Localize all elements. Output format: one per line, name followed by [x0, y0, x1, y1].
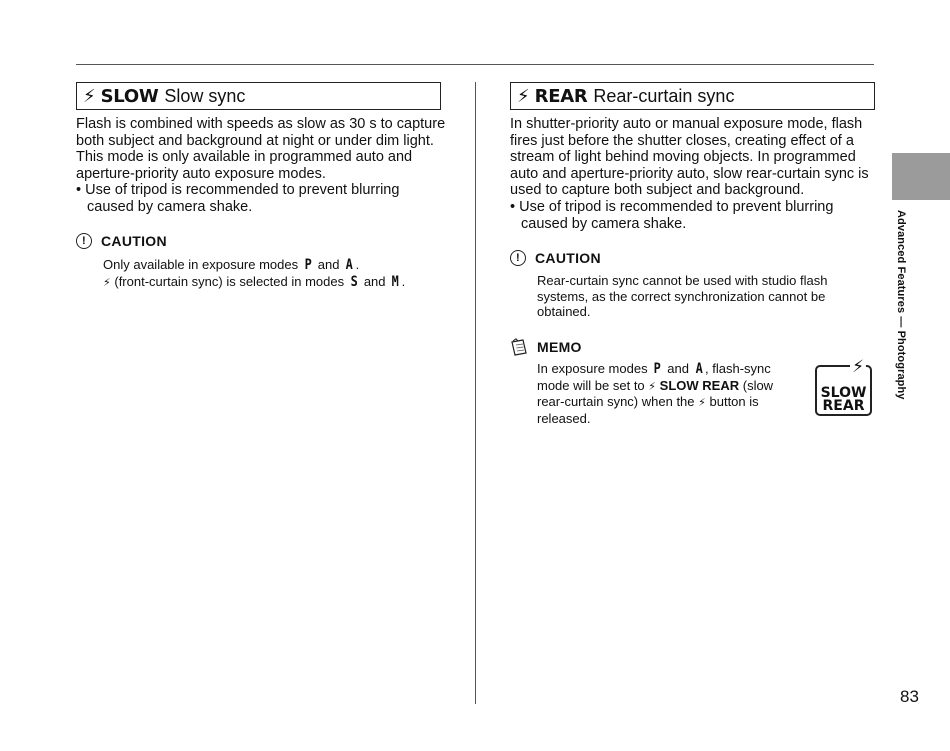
top-rule: [76, 64, 874, 65]
paragraph-line: auto and aperture-priority auto, slow rear-curtain sync is: [510, 165, 869, 182]
caution-line: [103, 257, 443, 274]
bullet-item: [76, 182, 446, 215]
flash-bolt-icon: ⚡︎: [648, 379, 657, 393]
slow-sync-header: [76, 82, 441, 110]
caution-text: (front-curtain sync) is selected in modes: [114, 273, 345, 289]
bullet-line: caused by camera shake.: [521, 215, 687, 232]
chapter-tab: [892, 153, 950, 200]
memo-icon: [510, 338, 528, 356]
caution-label: CAUTION: [535, 250, 601, 266]
rear-curtain-sync-title: Rear-curtain sync: [593, 85, 735, 106]
mode-p-icon: P: [653, 361, 662, 377]
flash-bolt-icon: ⚡︎: [517, 85, 530, 107]
memo-line: [537, 378, 807, 395]
right-caution-text: [537, 273, 857, 320]
paragraph-line: In shutter-priority auto or manual exposure mode, flash: [510, 116, 863, 132]
memo-text-part: rear-curtain sync) when the: [537, 394, 695, 409]
left-caution-heading: [76, 233, 167, 249]
memo-label: MEMO: [537, 339, 582, 355]
memo-line: released.: [537, 410, 591, 426]
and-text: and: [667, 361, 689, 376]
and-text: and: [363, 273, 386, 289]
memo-text-part: , flash-sync: [705, 361, 771, 376]
bullet-line: caused by camera shake.: [87, 198, 253, 215]
memo-text-part: In exposure modes: [537, 361, 648, 376]
memo-heading: [510, 338, 582, 356]
caution-text: Only available in exposure modes: [103, 257, 299, 272]
and-text: and: [317, 257, 340, 272]
mode-m-icon: M: [391, 273, 399, 290]
rear-code: REAR: [534, 85, 588, 107]
caution-line: obtained.: [537, 304, 591, 319]
right-caution-heading: [510, 250, 601, 266]
paragraph-line: aperture-priority auto exposure modes.: [76, 165, 326, 182]
flash-bolt-icon: ⚡︎: [103, 275, 111, 289]
mode-a-icon: A: [345, 257, 353, 273]
bullet-line: Use of tripod is recommended to prevent blurring: [85, 182, 400, 199]
rear-curtain-body: [510, 116, 880, 232]
paragraph-line: both subject and background at night or under dim light.: [76, 132, 434, 149]
mode-p-icon: P: [304, 257, 312, 273]
bullet-line: Use of tripod is recommended to prevent blurring: [519, 198, 834, 215]
slow-sync-title: Slow sync: [164, 85, 246, 106]
memo-line: [537, 394, 807, 411]
caution-label: CAUTION: [101, 233, 167, 249]
memo-text-part: (slow: [742, 377, 774, 393]
flash-bolt-icon: ⚡︎: [83, 85, 96, 107]
paragraph-line: stream of light behind moving objects. In programmed: [510, 149, 856, 166]
setting-name: SLOW REAR: [659, 377, 740, 393]
lcd-rear-text: REAR: [822, 398, 865, 414]
chapter-label: Advanced Features — Photography: [895, 210, 907, 400]
caution-line: [103, 274, 443, 291]
mode-a-icon: A: [695, 361, 703, 377]
bullet-item: [510, 199, 880, 232]
slow-sync-body: [76, 116, 446, 216]
caution-icon: !: [76, 233, 92, 249]
mode-s-icon: S: [350, 273, 358, 290]
memo-line: [537, 361, 807, 378]
paragraph-line: Flash is combined with speeds as slow as 30 s to capture: [76, 116, 446, 132]
paragraph-line: fires just before the shutter closes, creating effect of a: [510, 132, 854, 149]
caution-line: systems, as the correct synchronization cannot be: [537, 288, 826, 304]
lcd-slow-text: SLOW: [820, 385, 867, 401]
left-caution-text: [103, 257, 443, 290]
memo-text-part: mode will be set to: [537, 377, 645, 393]
bullet-mark: •: [76, 182, 82, 199]
caution-icon: !: [510, 250, 526, 266]
memo-text: [537, 361, 807, 426]
flash-bolt-icon: ⚡︎: [698, 396, 706, 409]
period-text: .: [355, 257, 360, 272]
page-number: 83: [900, 687, 919, 706]
column-divider: [475, 82, 476, 704]
bullet-mark: •: [510, 198, 516, 215]
period-text: .: [401, 273, 406, 289]
memo-text-part: button is: [709, 394, 759, 409]
caution-line: Rear-curtain sync cannot be used with studio flash: [537, 273, 828, 288]
paragraph-line: This mode is only available in programmed auto and: [76, 149, 413, 166]
slow-rear-lcd-icon: [815, 357, 872, 416]
rear-curtain-sync-header: [510, 82, 875, 110]
flash-bolt-icon: ⚡︎: [852, 357, 864, 377]
paragraph-line: used to capture both subject and background.: [510, 182, 805, 199]
slow-code: SLOW: [100, 85, 159, 107]
